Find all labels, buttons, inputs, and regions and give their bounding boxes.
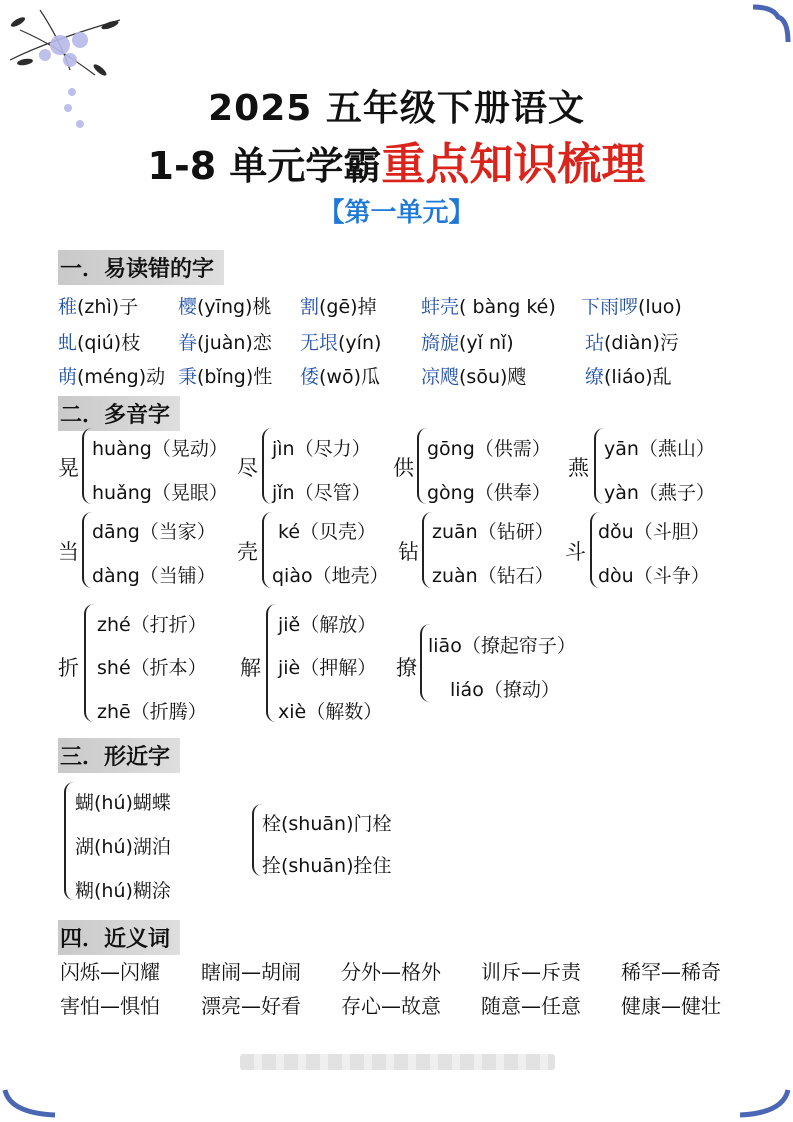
polyphone-char: 钻: [398, 540, 419, 564]
highlighted-char: 凉飕: [421, 366, 460, 388]
misread-item: 下雨啰(luo): [581, 296, 682, 318]
polyphone-reading: gōng（供需）: [427, 438, 551, 460]
polyphone-reading: zhé（打折）: [97, 614, 207, 636]
misread-item: 秉(bǐng)性: [178, 366, 273, 388]
misread-item: 倭(wō)瓜: [300, 366, 381, 388]
highlighted-char: 萌: [58, 366, 78, 388]
polyphone-reading: zuān（钻研）: [432, 521, 554, 543]
similar-char-item: 糊(hú)糊涂: [75, 880, 171, 902]
polyphone-reading: jiè（押解）: [278, 657, 377, 679]
polyphone-reading: ké（贝壳）: [278, 521, 377, 543]
misread-item: 眷(juàn)恋: [178, 332, 272, 354]
section-heading-misread: 一．易读错的字: [58, 250, 224, 285]
brace: [82, 512, 92, 588]
brace: [266, 604, 276, 722]
misread-item: 无垠(yín): [300, 332, 382, 354]
polyphone-char: 晃: [58, 456, 79, 480]
polyphone-reading: jìn（尽力）: [272, 438, 371, 460]
polyphone-reading: zuàn（钻石）: [432, 565, 554, 587]
section-heading-polyphones: 二．多音字: [58, 396, 180, 431]
similar-char-item: 湖(hú)湖泊: [75, 836, 171, 858]
synonym-pair: 稀罕—稀奇: [621, 960, 721, 984]
similar-char-item: 蝴(hú)蝴蝶: [75, 792, 171, 814]
synonym-pair: 存心—故意: [341, 994, 441, 1018]
polyphone-reading: zhē（折腾）: [97, 701, 207, 723]
polyphone-reading: jiě（解放）: [278, 614, 377, 636]
polyphone-char: 解: [240, 656, 261, 680]
synonym-pair: 漂亮—好看: [201, 994, 301, 1018]
brace: [262, 512, 272, 588]
misread-item: 蚌壳( bàng ké): [421, 296, 556, 318]
synonym-pair: 分外—格外: [341, 960, 441, 984]
misread-item: 稚(zhì)子: [58, 296, 139, 318]
polyphone-reading: liáo（撩动）: [450, 679, 560, 701]
misread-item: 凉飕(sōu)飕: [421, 366, 527, 388]
highlighted-char: 秉: [178, 366, 198, 388]
polyphone-char: 折: [58, 656, 79, 680]
highlighted-char: 割: [300, 296, 320, 318]
misread-item: 樱(yīng)桃: [178, 296, 272, 318]
blurred-footer: [240, 1054, 555, 1070]
corner-ornament-icon: [0, 1085, 60, 1122]
synonym-pair: 瞎闹—胡闹: [201, 960, 301, 984]
brace: [262, 428, 272, 504]
polyphone-reading: dāng（当家）: [92, 521, 216, 543]
highlighted-char: 稚: [58, 296, 78, 318]
highlighted-char: 下雨啰: [581, 296, 639, 318]
similar-char-item: 栓(shuān)门栓: [262, 813, 392, 835]
misread-item: 玷(diàn)污: [585, 332, 679, 354]
unit-label: 【第一单元】: [318, 198, 475, 228]
brace: [422, 512, 432, 588]
highlighted-char: 旖旎: [421, 332, 460, 354]
brace: [64, 782, 74, 900]
synonym-pair: 随意—任意: [481, 994, 581, 1018]
page-title: 2025 五年级下册语文: [208, 88, 585, 129]
misread-item: 旖旎(yǐ nǐ): [421, 332, 514, 354]
synonym-pair: 训斥—斥责: [481, 960, 581, 984]
highlighted-char: 蚌壳: [421, 296, 460, 318]
synonym-pair: 闪烁—闪耀: [60, 960, 160, 984]
brace: [594, 428, 604, 504]
polyphone-char: 壳: [237, 540, 258, 564]
polyphone-char: 当: [58, 540, 79, 564]
brace: [84, 604, 94, 722]
brace: [82, 428, 92, 504]
page-subtitle: [0, 128, 793, 192]
synonym-pair: 健康—健壮: [621, 994, 721, 1018]
polyphone-reading: huàng（晃动）: [92, 438, 228, 460]
misread-item: 缭(liáo)乱: [585, 366, 672, 388]
polyphone-char: 尽: [237, 456, 258, 480]
highlighted-char: 虬: [58, 332, 78, 354]
subtitle-highlight: 重点知识梳理: [381, 139, 646, 190]
polyphone-reading: jǐn（尽管）: [272, 482, 371, 504]
highlighted-char: 玷: [585, 332, 605, 354]
polyphone-reading: shé（折本）: [97, 657, 207, 679]
polyphone-reading: yān（燕山）: [604, 438, 715, 460]
subtitle-prefix: 1-8 单元学霸: [147, 144, 382, 188]
polyphone-char: 供: [393, 456, 414, 480]
highlighted-char: 无垠: [300, 332, 339, 354]
polyphone-reading: xiè（解数）: [278, 701, 383, 723]
polyphone-char: 燕: [568, 456, 589, 480]
misread-item: 割(gē)掉: [300, 296, 377, 318]
polyphone-reading: dàng（当铺）: [92, 565, 216, 587]
highlighted-char: 眷: [178, 332, 198, 354]
polyphone-reading: dǒu（斗胆）: [598, 521, 710, 543]
polyphone-reading: huǎng（晃眼）: [92, 482, 228, 504]
polyphone-reading: qiào（地壳）: [272, 565, 389, 587]
highlighted-char: 樱: [178, 296, 198, 318]
misread-item: 萌(méng)动: [58, 366, 166, 388]
corner-ornament-icon: [748, 2, 793, 47]
polyphone-reading: gòng（供奉）: [427, 482, 551, 504]
highlighted-char: 倭: [300, 366, 320, 388]
polyphone-reading: liāo（撩起帘子）: [428, 635, 576, 657]
synonym-pair: 害怕—惧怕: [60, 994, 160, 1018]
section-heading-synonyms: 四．近义词: [58, 920, 180, 955]
polyphone-char: 撩: [396, 656, 417, 680]
brace: [252, 804, 262, 876]
misread-item: 虬(qiú)枝: [58, 332, 141, 354]
corner-ornament-icon: [735, 1085, 793, 1122]
polyphone-reading: yàn（燕子）: [604, 482, 715, 504]
highlighted-char: 缭: [585, 366, 605, 388]
section-heading-similar: 三．形近字: [58, 738, 180, 773]
brace: [417, 428, 427, 504]
similar-char-item: 拴(shuān)拴住: [262, 855, 392, 877]
polyphone-reading: dòu（斗争）: [598, 565, 710, 587]
polyphone-char: 斗: [565, 540, 586, 564]
